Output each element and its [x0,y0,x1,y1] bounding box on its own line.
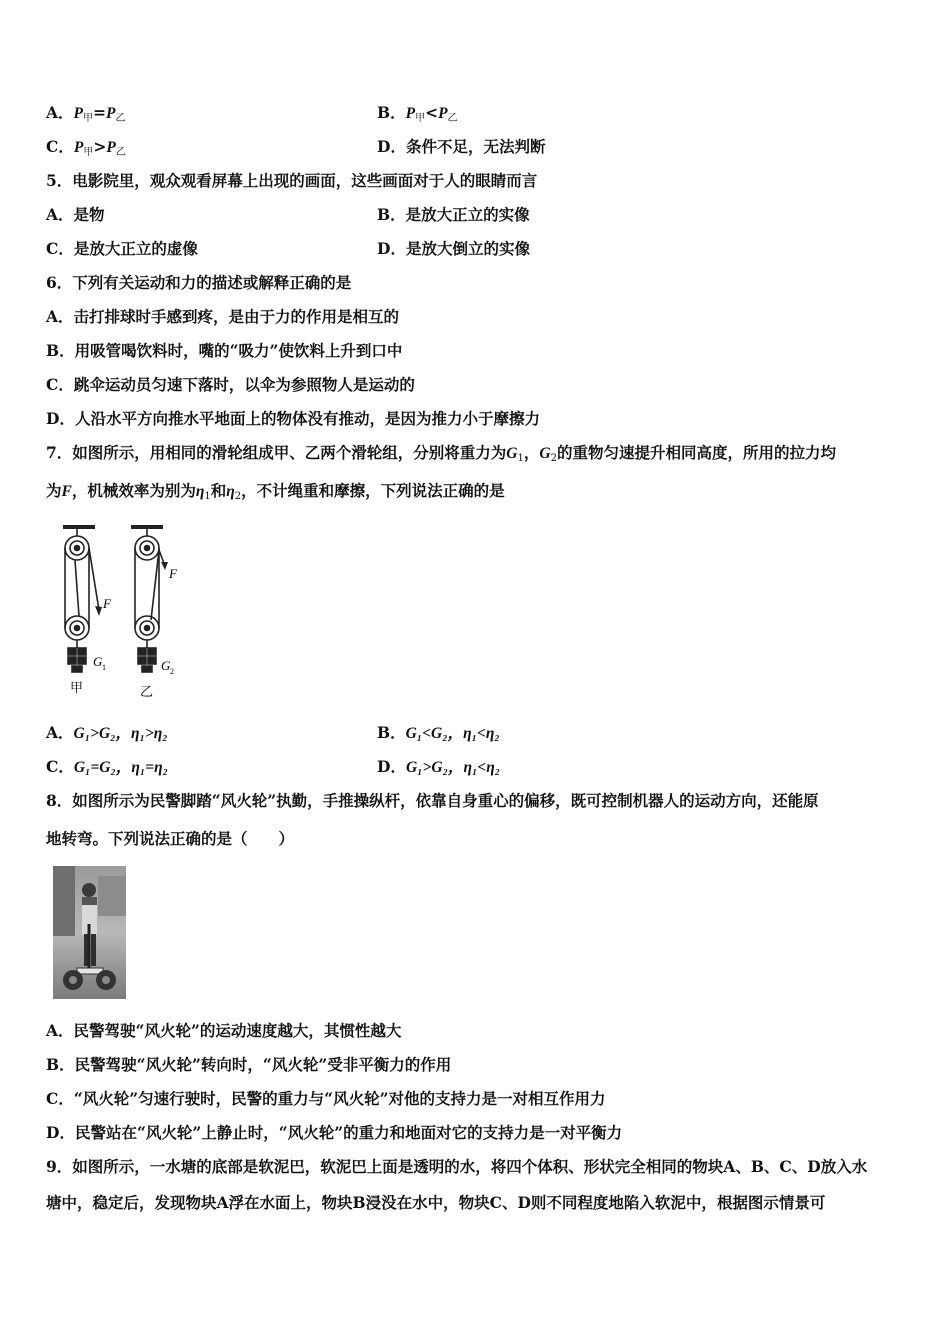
q4-option-b: B．$P_甲<P_乙$ [377,103,458,124]
q6-stem: 6．下列有关运动和力的描述或解释正确的是 [46,273,352,292]
left-weight-sub: 1 [102,663,106,672]
left-caption: 甲 [70,681,84,696]
q7-option-b: B．G₁<G₂，η₁<η₂ [377,723,500,742]
left-weight-block-1 [68,648,76,655]
q5-option-a: A．是物 [46,205,105,224]
q5-option-c: C．是放大正立的虚像 [46,239,198,258]
segway-wheel-left-hub [69,976,77,984]
right-weight-block-2 [148,648,156,655]
right-weight-block-3 [138,657,146,664]
q7-stem-line2: 为F，机械效率为别为$\eta_1$和$\eta_2$，不计绳重和摩擦，下列说法正确的是 [46,481,505,502]
right-force-arrow [161,562,168,570]
right-weight-block-4 [148,657,156,664]
q9-stem-line1: 9．如图所示，一水塘的底部是软泥巴，软泥巴上面是透明的水，将四个体积、形状完全相同的物块A、B、C、D放入水 [46,1157,868,1176]
q4-option-c: C．$P_甲>P_乙$ [46,137,126,158]
photo-building [98,876,126,916]
left-movable-pulley-axle [75,626,80,631]
officer-leg-right [91,934,96,966]
right-weight-label: G [161,658,171,673]
q8-option-b: B．民警驾驶“风火轮”转向时，“风火轮”受非平衡力的作用 [46,1055,452,1074]
right-weight-block-5 [142,666,152,672]
q6-option-c: C．跳伞运动员匀速下落时，以伞为参照物人是运动的 [46,375,415,394]
q5-stem: 5．电影院里，观众观看屏幕上出现的画面，这些画面对于人的眼睛而言 [46,171,538,190]
pulley-diagram [55,520,195,700]
q4-option-a: A．$P_甲=P_乙$ [46,103,126,124]
q7-option-d: D．G₁>G₂，η₁<η₂ [377,757,501,776]
right-rope-3 [151,550,159,620]
officer-shoulders [82,897,97,905]
officer-head [82,883,96,897]
left-weight-block-2 [78,648,86,655]
q7-option-c: C．G₁=G₂，η₁=η₂ [46,757,169,776]
q7-option-a: A．G₁>G₂，η₁>η₂ [46,723,168,742]
q8-option-c: C．“风火轮”匀速行驶时，民警的重力与“风火轮”对他的支持力是一对相互作用力 [46,1089,606,1108]
right-weight-block-1 [138,648,146,655]
q5-option-d: D．是放大倒立的实像 [377,239,530,258]
q8-option-d: D．民警站在“风火轮”上静止时，“风火轮”的重力和地面对它的支持力是一对平衡力 [46,1123,623,1142]
q6-option-b: B．用吸管喝饮料时，嘴的“吸力”使饮料上升到口中 [46,341,403,360]
photo-tree [53,866,75,936]
right-weight-sub: 2 [170,667,174,676]
left-weight-block-5 [72,666,82,672]
left-force-arrow [95,606,102,616]
right-caption: 乙 [140,685,154,700]
q8-option-a: A．民警驾驶“风火轮”的运动速度越大，其惯性越大 [46,1021,402,1040]
left-weight-label: G [93,654,103,669]
police-segway-photo [53,866,126,999]
right-movable-pulley-axle [145,626,150,631]
q4-option-d: D．条件不足，无法判断 [377,137,546,156]
segway-wheel-right-hub [102,976,110,984]
left-rope-free [89,548,99,610]
left-rope-3 [75,560,79,616]
right-force-label: F [169,566,177,581]
q5-option-b: B．是放大正立的实像 [377,205,530,224]
left-fixed-pulley-axle [75,546,80,551]
q8-stem-line2: 地转弯。下列说法正确的是（ ） [46,829,295,848]
left-weight-block-3 [68,657,76,664]
q6-option-a: A．击打排球时手感到疼，是由于力的作用是相互的 [46,307,400,326]
left-force-label: F [103,596,111,611]
q8-stem-line1: 8．如图所示为民警脚踏“风火轮”执勤，手推操纵杆，依靠自身重心的偏移，既可控制机器人的运动方向，还能原 [46,791,819,810]
q9-stem-line2: 塘中，稳定后，发现物块A浮在水面上，物块B浸没在水中，物块C、D则不同程度地陷入软泥中，根据图示情景可 [46,1193,826,1212]
q7-stem-line1: 7．如图所示，用相同的滑轮组成甲、乙两个滑轮组，分别将重力为$G_1$，$G_2$的重物匀速提升相同高度，所用的拉力均 [46,443,836,464]
left-weight-block-4 [78,657,86,664]
q6-option-d: D．人沿水平方向推水平地面上的物体没有推动，是因为推力小于摩擦力 [46,409,540,428]
right-fixed-pulley-axle [145,546,150,551]
